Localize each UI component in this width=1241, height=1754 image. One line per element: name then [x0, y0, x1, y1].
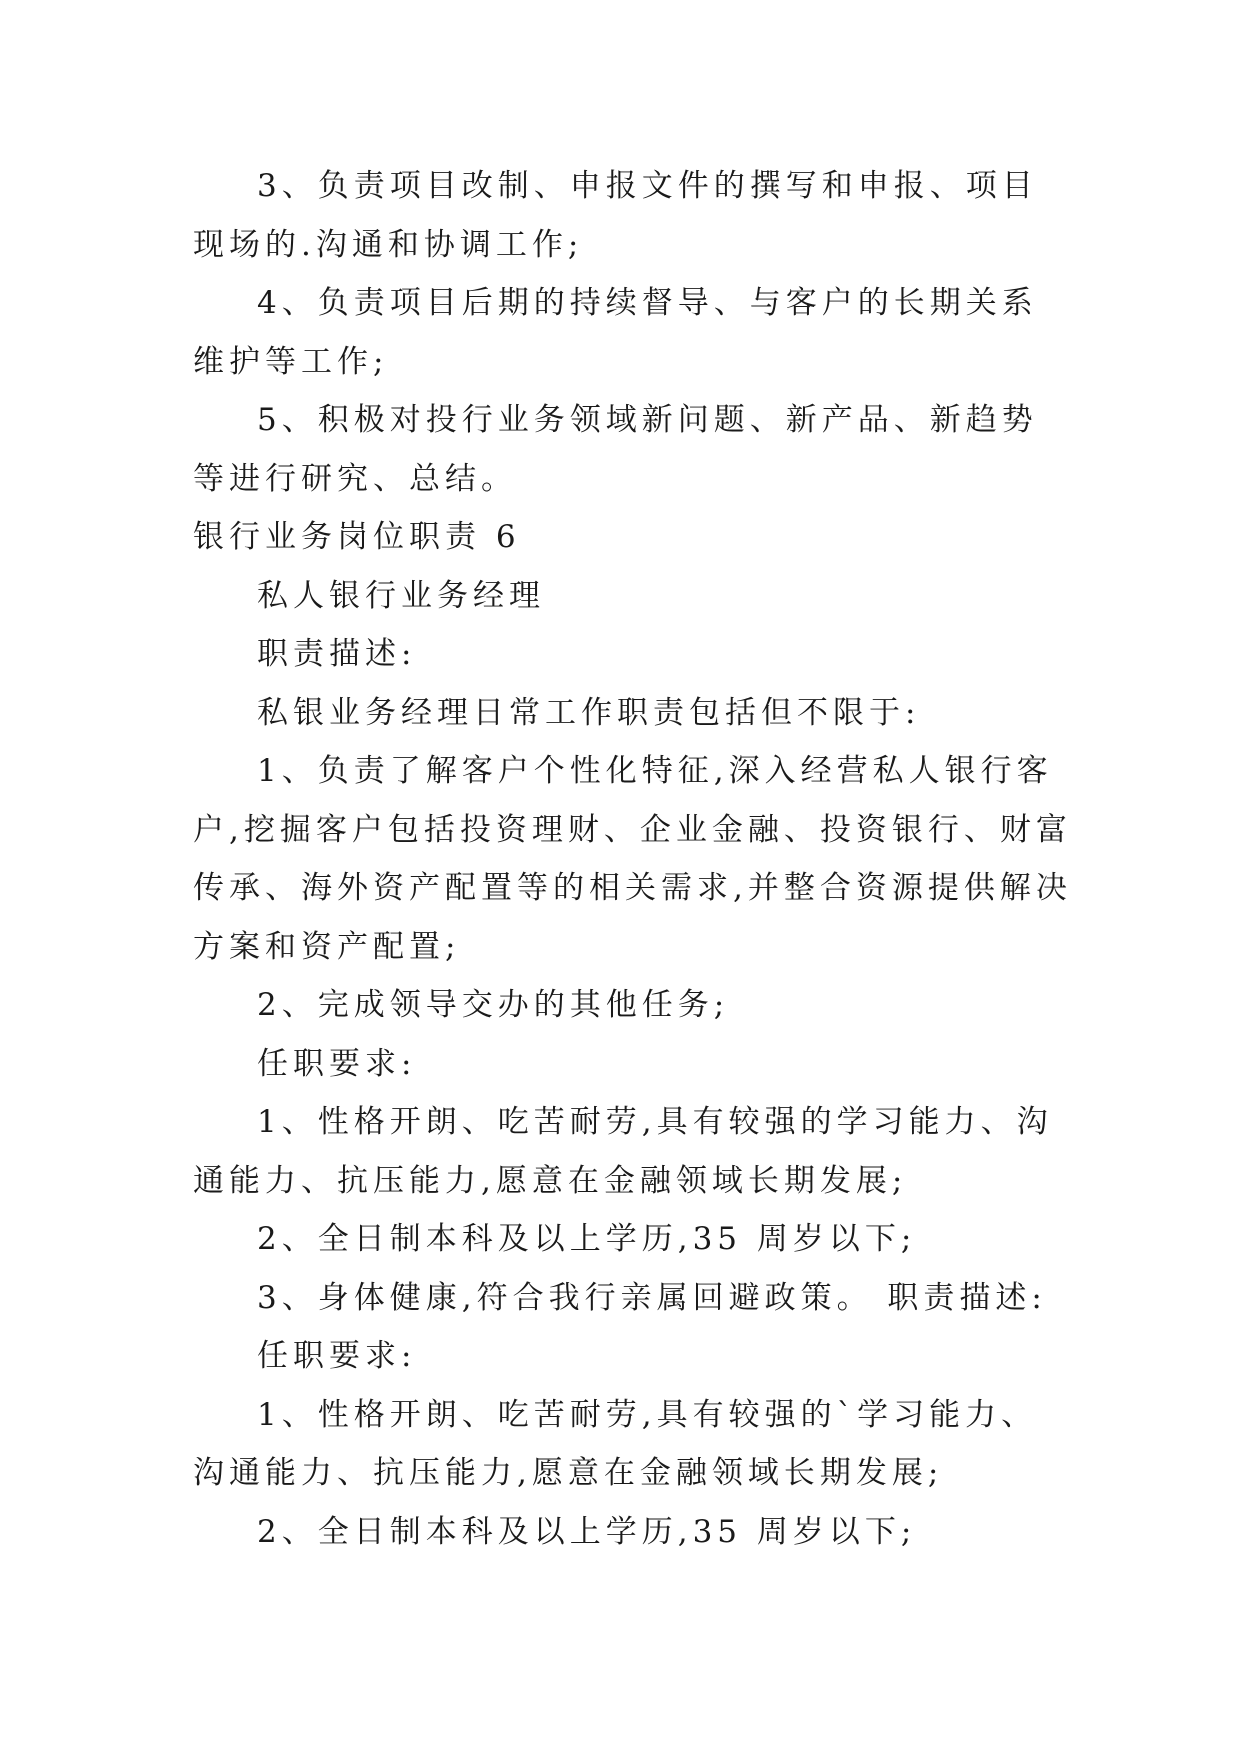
- section-heading: 银行业务岗位职责 6: [193, 519, 521, 555]
- requirements-label: 任职要求:: [257, 1045, 417, 1082]
- document-body: [193, 157, 1073, 1561]
- duty-description-label: 职责描述:: [257, 636, 417, 672]
- paragraph-duty-1: 1、负责了解客户个性化特征,深入经营私人银行客户,挖掘客户包括投资理财、企业金融、投资银行、财富传承、海外资产配置等的相关需求,并整合资源提供解决方案和资产配置;: [193, 753, 1072, 965]
- paragraph-requirement-3: 3、身体健康,符合我行亲属回避政策。 职责描述:: [257, 1279, 1047, 1316]
- paragraph-requirement-1: 1、性格开朗、吃苦耐劳,具有较强的学习能力、沟通能力、抗压能力,愿意在金融领域长期发展;: [193, 1104, 1053, 1199]
- paragraph-duty-2: 2、完成领导交办的其他任务;: [257, 987, 730, 1023]
- requirements-label-second: 任职要求:: [257, 1338, 417, 1374]
- paragraph-requirement-2-second: 2、全日制本科及以上学历,35 周岁以下;: [257, 1513, 917, 1550]
- paragraph-requirement-2: 2、全日制本科及以上学历,35 周岁以下;: [257, 1221, 917, 1257]
- job-title: 私人银行业务经理: [257, 577, 545, 614]
- paragraph-duty-5: 5、积极对投行业务领域新问题、新产品、新趋势等进行研究、总结。: [193, 402, 1038, 497]
- paragraph-duty-3: 3、负责项目改制、申报文件的撰写和申报、项目现场的.沟通和协调工作;: [193, 168, 1038, 263]
- paragraph-duty-4: 4、负责项目后期的持续督导、与客户的长期关系维护等工作;: [193, 285, 1038, 380]
- paragraph-duty-intro: 私银业务经理日常工作职责包括但不限于:: [257, 694, 921, 731]
- paragraph-requirement-1-second: 1、性格开朗、吃苦耐劳,具有较强的`学习能力、沟通能力、抗压能力,愿意在金融领域长期发展;: [193, 1396, 1038, 1491]
